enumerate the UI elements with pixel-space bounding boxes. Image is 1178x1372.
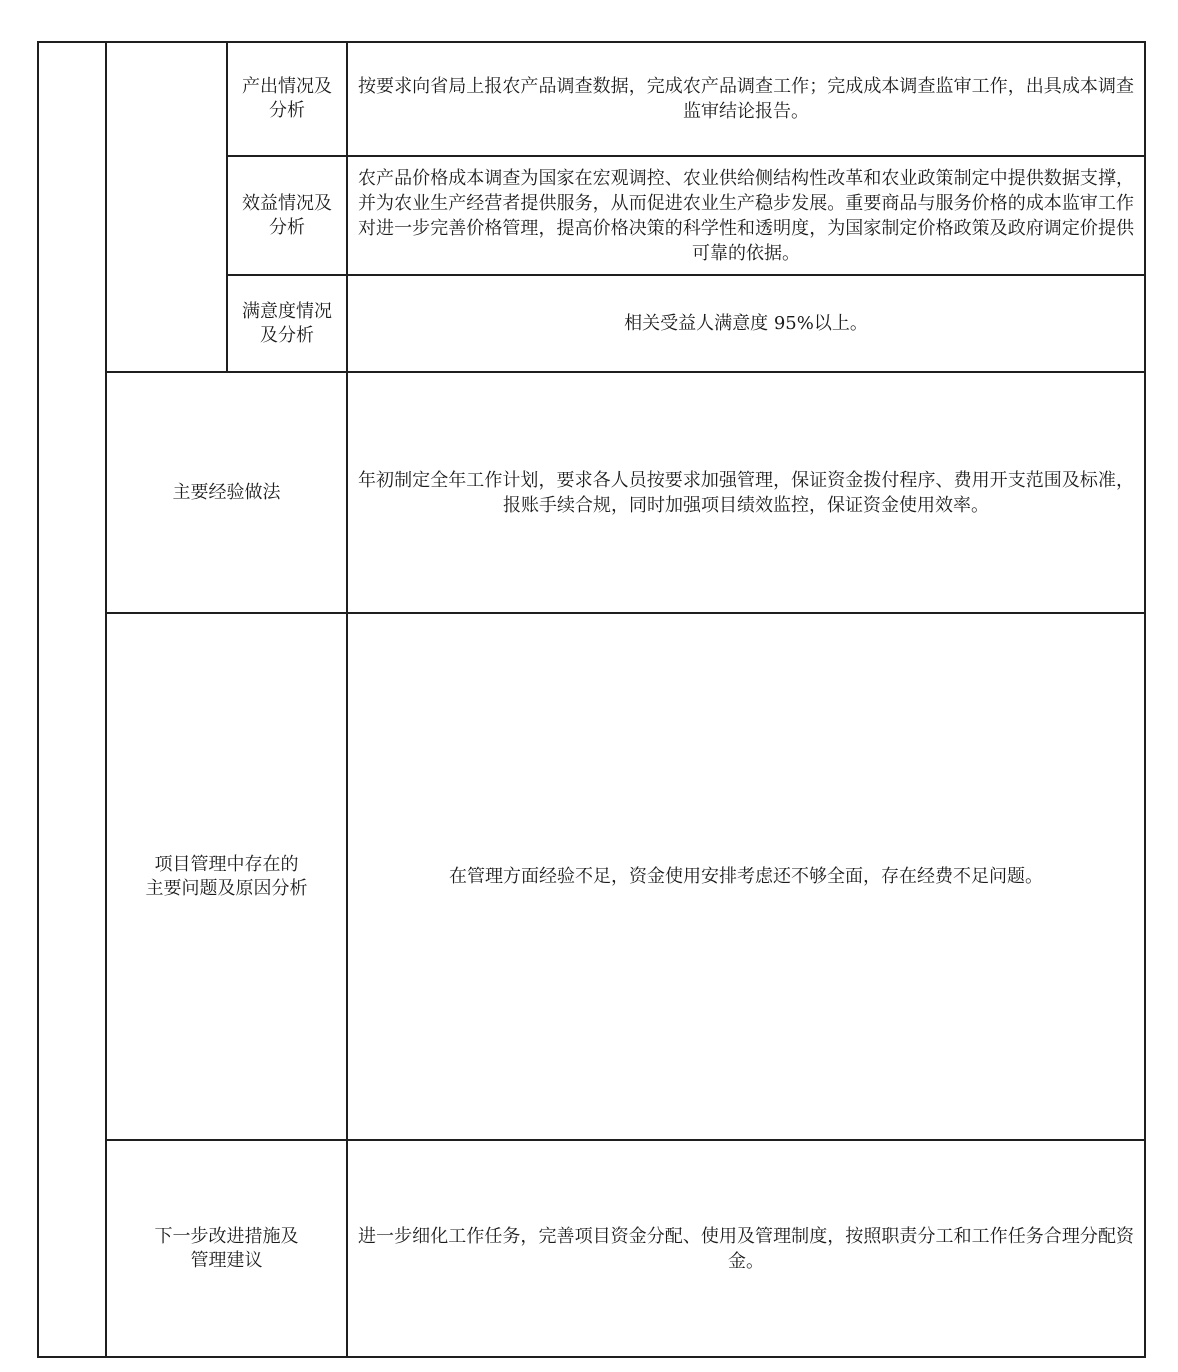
table-border-right — [1144, 41, 1146, 1358]
table-border-left — [37, 41, 39, 1358]
main-experience-content: 年初制定全年工作计划，要求各人员按要求加强管理，保证资金拨付程序、费用开支范围及标准，报账手续合规，同时加强项目绩效监控，保证资金使用效率。 — [358, 469, 1134, 516]
main-experience-label: 主要经验做法 — [172, 481, 281, 503]
benefit-analysis-label: 效益情况及 分析 — [242, 192, 332, 238]
improvement-suggestions-label: 下一步改进措施及 管理建议 — [154, 1225, 299, 1271]
output-analysis-label: 产出情况及 分析 — [242, 76, 332, 121]
satisfaction-analysis-label: 满意度情况 及分析 — [242, 300, 332, 346]
problems-analysis-label: 项目管理中存在的 主要问题及原因分析 — [145, 853, 308, 899]
problems-analysis-content: 在管理方面经验不足，资金使用安排考虑还不够全面，存在经费不足问题。 — [449, 866, 1043, 887]
table-border-bottom — [37, 1356, 1146, 1358]
benefit-analysis-content: 农产品价格成本调查为国家在宏观调控、农业供给侧结构性改革和农业政策制定中提供数据支撑，并为农业生产经营者提供服务，从而促进农业生产稳步发展。重要商品与服务价格的成本监审工作对进一步完善价格管理，提高价格决策的科学性和透明度，为国家制定价格政策及政府调定价提供可靠的依据。 — [358, 167, 1134, 264]
improvement-suggestions-content: 进一步细化工作任务，完善项目资金分配、使用及管理制度，按照职责分工和工作任务合理分配资金。 — [358, 1225, 1134, 1272]
output-analysis-content: 按要求向省局上报农产品调查数据，完成农产品调查工作；完成成本调查监审工作，出具成本调查监审结论报告。 — [358, 76, 1134, 122]
satisfaction-analysis-content: 相关受益人满意度 95%以上。 — [624, 313, 868, 334]
